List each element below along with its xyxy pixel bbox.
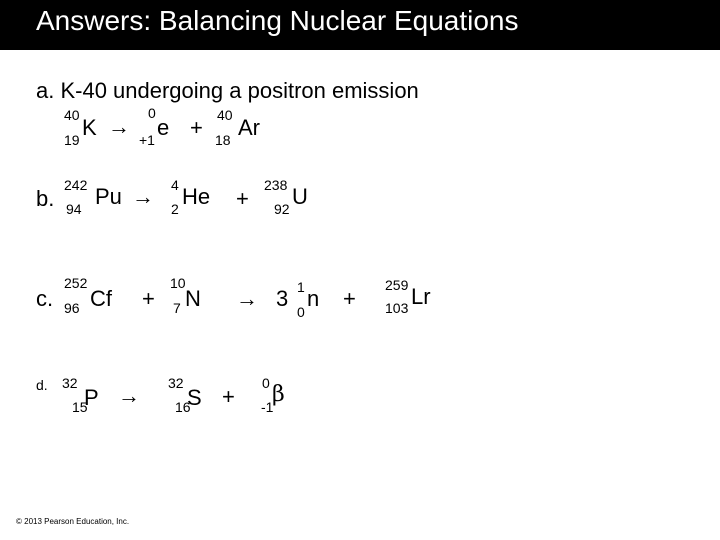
plus-sign-c2: +	[343, 286, 356, 311]
u-mass-number: 238	[264, 177, 288, 193]
cf-symbol: Cf	[90, 286, 112, 311]
plus-sign-b: +	[236, 186, 249, 211]
he-mass-number: 4	[171, 177, 179, 193]
p-mass-number: 32	[62, 375, 78, 391]
slide-title: Answers: Balancing Nuclear Equations	[36, 5, 519, 36]
u-symbol: U	[292, 184, 308, 209]
plus-sign-c1: +	[142, 286, 155, 311]
n-mass-number: 10	[170, 275, 186, 291]
plus-sign-d: +	[222, 384, 235, 409]
question-d-label: d.	[36, 377, 48, 393]
u-atomic-number: 92	[274, 201, 290, 217]
pu-atomic-number: 94	[66, 201, 82, 217]
neutron-coefficient: 3	[276, 286, 289, 311]
n-symbol: N	[185, 286, 201, 311]
beta-symbol: β	[272, 382, 285, 407]
p-symbol: P	[84, 385, 99, 410]
beta-charge: -1	[261, 399, 274, 415]
s-atomic-number: 16	[175, 399, 191, 415]
k-symbol: K	[82, 115, 97, 140]
s-mass-number: 32	[168, 375, 184, 391]
neutron-symbol: n	[307, 286, 320, 311]
he-atomic-number: 2	[171, 201, 179, 217]
p-atomic-number: 15	[72, 399, 88, 415]
s-symbol: S	[187, 385, 202, 410]
cf-atomic-number: 96	[64, 300, 80, 316]
lr-symbol: Lr	[411, 284, 431, 309]
k-mass-number: 40	[64, 107, 80, 123]
n-atomic-number: 7	[173, 300, 181, 316]
question-a-label: a. K-40 undergoing a positron emission	[36, 78, 419, 103]
reaction-arrow-a: →	[108, 114, 130, 139]
ar-mass-number: 40	[217, 107, 233, 123]
he-symbol: He	[182, 184, 211, 209]
reaction-arrow-b: →	[132, 184, 154, 209]
reaction-arrow-d: →	[118, 383, 140, 408]
lr-mass-number: 259	[385, 277, 409, 293]
title-bar	[0, 0, 720, 50]
beta-mass-number: 0	[262, 375, 270, 391]
positron-mass-number: 0	[148, 105, 156, 121]
neutron-mass-number: 1	[297, 279, 305, 295]
question-b-label: b.	[36, 186, 55, 211]
plus-sign-a: +	[190, 115, 203, 140]
cf-mass-number: 252	[64, 275, 88, 291]
copyright-notice: © 2013 Pearson Education, Inc.	[16, 517, 130, 526]
positron-symbol: e	[157, 115, 170, 140]
question-c-label: c.	[36, 286, 54, 311]
ar-symbol: Ar	[238, 115, 260, 140]
positron-charge: +1	[139, 132, 155, 148]
lr-atomic-number: 103	[385, 300, 409, 316]
k-atomic-number: 19	[64, 132, 80, 148]
ar-atomic-number: 18	[215, 132, 231, 148]
pu-mass-number: 242	[64, 177, 88, 193]
pu-symbol: Pu	[95, 184, 122, 209]
neutron-atomic-number: 0	[297, 304, 305, 320]
reaction-arrow-c: →	[236, 286, 258, 311]
